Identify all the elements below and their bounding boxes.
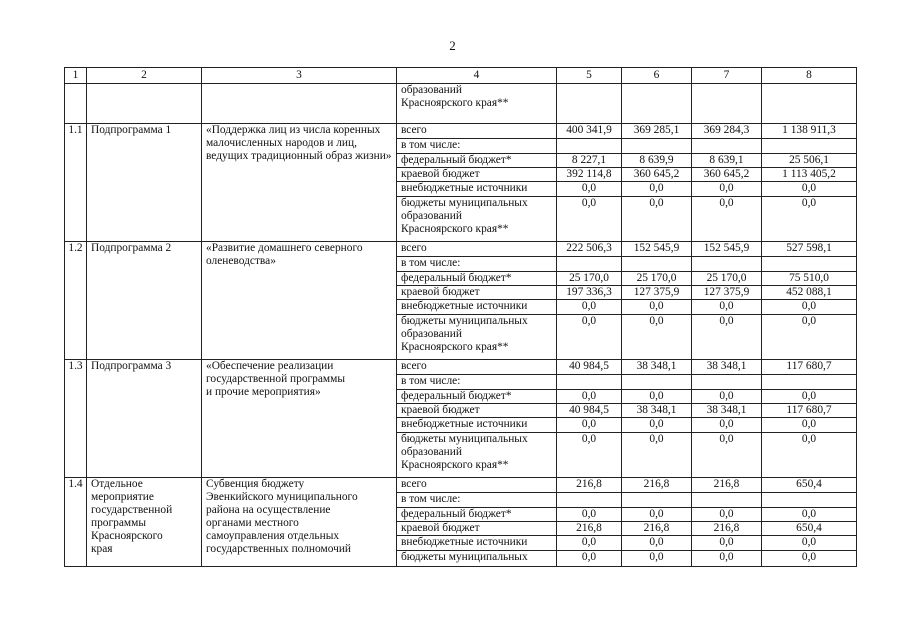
value-cell: 0,0 — [622, 300, 692, 315]
value-cell: 117 680,7 — [762, 360, 857, 375]
description-cell: Субвенция бюджету Эвенкийского муниципального района на осуществление органами местного самоуправления отдельных государственных полномочий — [202, 478, 397, 567]
funding-source-cell: образований Красноярского края** — [397, 84, 557, 124]
value-cell: 0,0 — [622, 433, 692, 478]
value-cell: 0,0 — [622, 508, 692, 522]
value-cell: 75 510,0 — [762, 272, 857, 286]
value-cell — [692, 257, 762, 272]
value-cell: 197 336,3 — [557, 286, 622, 300]
value-cell: 25 506,1 — [762, 154, 857, 168]
value-cell: 8 639,1 — [692, 154, 762, 168]
value-cell: 40 984,5 — [557, 404, 622, 418]
value-cell — [622, 139, 692, 154]
value-cell: 0,0 — [557, 536, 622, 551]
value-cell: 216,8 — [622, 478, 692, 493]
value-cell: 0,0 — [762, 182, 857, 197]
value-cell: 0,0 — [622, 390, 692, 404]
description-cell: «Поддержка лиц из числа коренных малочисленных народов и лиц, ведущих традиционный образ жизни» — [202, 124, 397, 242]
value-cell: 216,8 — [557, 478, 622, 493]
funding-source-cell: бюджеты муниципальных образований Красноярского края** — [397, 433, 557, 478]
column-header: 8 — [762, 68, 857, 84]
funding-source-cell: краевой бюджет — [397, 404, 557, 418]
description-cell: «Развитие домашнего северного оленеводства» — [202, 242, 397, 360]
funding-source-cell: всего — [397, 360, 557, 375]
column-header: 4 — [397, 68, 557, 84]
funding-source-cell: в том числе: — [397, 375, 557, 390]
value-cell: 1 113 405,2 — [762, 168, 857, 182]
page-number: 2 — [449, 38, 456, 53]
value-cell: 0,0 — [622, 197, 692, 242]
value-cell: 0,0 — [557, 390, 622, 404]
funding-source-cell: краевой бюджет — [397, 168, 557, 182]
value-cell: 392 114,8 — [557, 168, 622, 182]
program-name-cell: Отдельное мероприятие государственной программы Красноярского края — [87, 478, 202, 567]
value-cell: 369 284,3 — [692, 124, 762, 139]
value-cell — [692, 139, 762, 154]
value-cell: 400 341,9 — [557, 124, 622, 139]
value-cell — [762, 493, 857, 508]
value-cell — [762, 84, 857, 124]
funding-source-cell: всего — [397, 124, 557, 139]
funding-source-cell: в том числе: — [397, 139, 557, 154]
value-cell: 152 545,9 — [622, 242, 692, 257]
value-cell: 0,0 — [762, 300, 857, 315]
value-cell: 0,0 — [557, 315, 622, 360]
value-cell: 0,0 — [762, 536, 857, 551]
row-number-cell: 1.3 — [65, 360, 87, 478]
funding-source-cell: бюджеты муниципальных — [397, 551, 557, 567]
carryover-row — [65, 84, 857, 124]
value-cell: 38 348,1 — [692, 360, 762, 375]
value-cell: 222 506,3 — [557, 242, 622, 257]
funding-source-cell: федеральный бюджет* — [397, 272, 557, 286]
funding-source-cell: федеральный бюджет* — [397, 508, 557, 522]
value-cell: 38 348,1 — [622, 360, 692, 375]
value-cell: 38 348,1 — [692, 404, 762, 418]
value-cell: 0,0 — [692, 433, 762, 478]
value-cell: 360 645,2 — [622, 168, 692, 182]
value-cell — [622, 493, 692, 508]
value-cell: 0,0 — [762, 315, 857, 360]
value-cell: 0,0 — [692, 551, 762, 567]
value-cell: 25 170,0 — [692, 272, 762, 286]
header-row — [65, 68, 857, 84]
value-cell — [557, 493, 622, 508]
value-cell — [762, 257, 857, 272]
value-cell: 216,8 — [692, 478, 762, 493]
value-cell: 40 984,5 — [557, 360, 622, 375]
value-cell — [692, 375, 762, 390]
funding-source-cell: бюджеты муниципальных образований Красноярского края** — [397, 315, 557, 360]
table-row — [65, 124, 857, 139]
description-cell — [202, 84, 397, 124]
value-cell: 0,0 — [557, 197, 622, 242]
funding-source-cell: краевой бюджет — [397, 522, 557, 536]
value-cell: 0,0 — [762, 508, 857, 522]
row-number-cell — [65, 84, 87, 124]
funding-source-cell: внебюджетные источники — [397, 182, 557, 197]
value-cell — [557, 139, 622, 154]
value-cell: 452 088,1 — [762, 286, 857, 300]
value-cell: 38 348,1 — [622, 404, 692, 418]
funding-source-cell: федеральный бюджет* — [397, 390, 557, 404]
value-cell: 25 170,0 — [622, 272, 692, 286]
value-cell: 216,8 — [622, 522, 692, 536]
column-header: 6 — [622, 68, 692, 84]
funding-source-cell: в том числе: — [397, 257, 557, 272]
value-cell: 0,0 — [762, 418, 857, 433]
column-header: 7 — [692, 68, 762, 84]
table-row — [65, 242, 857, 257]
funding-source-cell: всего — [397, 242, 557, 257]
value-cell — [557, 375, 622, 390]
value-cell: 0,0 — [557, 182, 622, 197]
table-row — [65, 478, 857, 493]
value-cell: 0,0 — [762, 551, 857, 567]
funding-source-cell: внебюджетные источники — [397, 418, 557, 433]
value-cell — [622, 375, 692, 390]
value-cell: 0,0 — [692, 182, 762, 197]
table-body — [65, 68, 857, 567]
value-cell: 0,0 — [557, 418, 622, 433]
value-cell: 650,4 — [762, 522, 857, 536]
value-cell: 0,0 — [762, 197, 857, 242]
value-cell: 0,0 — [622, 551, 692, 567]
funding-source-cell: всего — [397, 478, 557, 493]
funding-source-cell: краевой бюджет — [397, 286, 557, 300]
row-number-cell: 1.1 — [65, 124, 87, 242]
budget-table — [64, 67, 857, 567]
value-cell: 0,0 — [692, 315, 762, 360]
value-cell: 25 170,0 — [557, 272, 622, 286]
funding-source-cell: в том числе: — [397, 493, 557, 508]
value-cell: 1 138 911,3 — [762, 124, 857, 139]
value-cell: 527 598,1 — [762, 242, 857, 257]
value-cell — [622, 257, 692, 272]
value-cell: 216,8 — [557, 522, 622, 536]
value-cell: 216,8 — [692, 522, 762, 536]
value-cell: 117 680,7 — [762, 404, 857, 418]
value-cell — [557, 257, 622, 272]
value-cell — [692, 84, 762, 124]
value-cell: 8 227,1 — [557, 154, 622, 168]
funding-source-cell: федеральный бюджет* — [397, 154, 557, 168]
column-header: 2 — [87, 68, 202, 84]
description-cell: «Обеспечение реализации государственной программы и прочие мероприятия» — [202, 360, 397, 478]
value-cell: 0,0 — [692, 508, 762, 522]
value-cell: 650,4 — [762, 478, 857, 493]
column-header: 1 — [65, 68, 87, 84]
funding-source-cell: бюджеты муниципальных образований Красноярского края** — [397, 197, 557, 242]
value-cell: 0,0 — [622, 182, 692, 197]
program-name-cell: Подпрограмма 1 — [87, 124, 202, 242]
value-cell: 152 545,9 — [692, 242, 762, 257]
column-header: 5 — [557, 68, 622, 84]
value-cell: 0,0 — [692, 418, 762, 433]
value-cell: 0,0 — [692, 536, 762, 551]
value-cell: 0,0 — [622, 315, 692, 360]
value-cell: 0,0 — [557, 551, 622, 567]
program-name-cell: Подпрограмма 2 — [87, 242, 202, 360]
value-cell: 0,0 — [762, 433, 857, 478]
row-number-cell: 1.2 — [65, 242, 87, 360]
value-cell: 127 375,9 — [692, 286, 762, 300]
program-name-cell: Подпрограмма 3 — [87, 360, 202, 478]
funding-source-cell: внебюджетные источники — [397, 300, 557, 315]
value-cell: 0,0 — [557, 508, 622, 522]
funding-source-cell: внебюджетные источники — [397, 536, 557, 551]
value-cell: 8 639,9 — [622, 154, 692, 168]
value-cell: 0,0 — [622, 536, 692, 551]
column-header: 3 — [202, 68, 397, 84]
value-cell: 360 645,2 — [692, 168, 762, 182]
value-cell — [692, 493, 762, 508]
value-cell — [622, 84, 692, 124]
value-cell: 0,0 — [692, 390, 762, 404]
value-cell: 0,0 — [692, 300, 762, 315]
program-name-cell — [87, 84, 202, 124]
value-cell: 0,0 — [762, 390, 857, 404]
value-cell — [762, 139, 857, 154]
value-cell — [557, 84, 622, 124]
value-cell: 0,0 — [557, 433, 622, 478]
row-number-cell: 1.4 — [65, 478, 87, 567]
value-cell: 0,0 — [557, 300, 622, 315]
value-cell — [762, 375, 857, 390]
value-cell: 369 285,1 — [622, 124, 692, 139]
table-row — [65, 360, 857, 375]
value-cell: 0,0 — [622, 418, 692, 433]
value-cell: 127 375,9 — [622, 286, 692, 300]
value-cell: 0,0 — [692, 197, 762, 242]
